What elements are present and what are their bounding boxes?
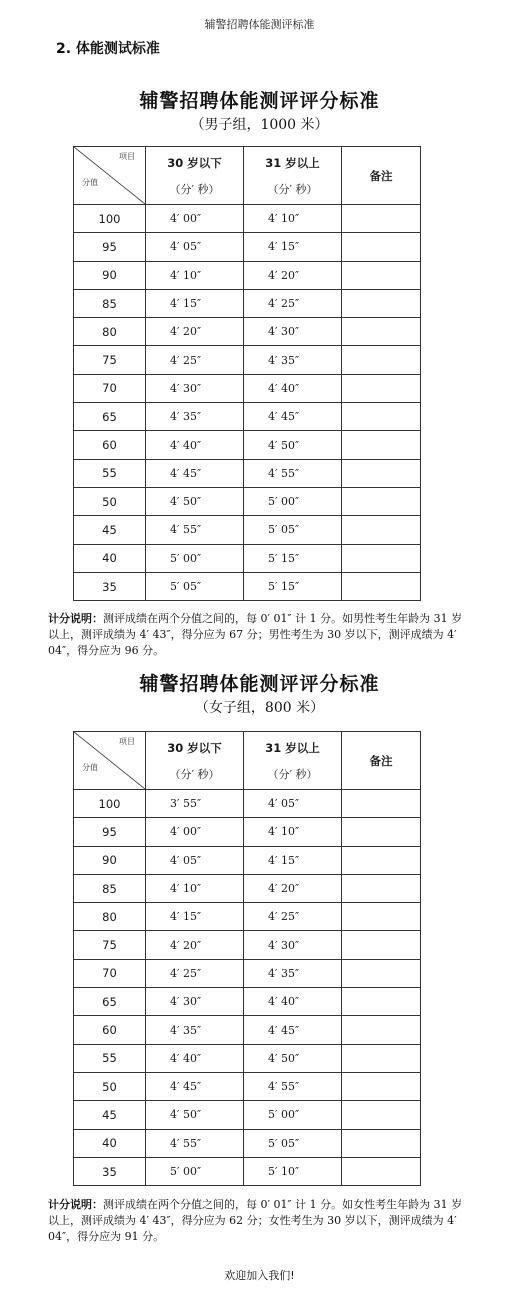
remark-cell xyxy=(342,403,421,431)
score-cell: 65 xyxy=(74,988,146,1016)
remark-cell xyxy=(342,459,421,487)
score-cell: 90 xyxy=(74,846,146,874)
table-row xyxy=(74,874,421,902)
header-under30-unit: （分′ 秒） xyxy=(169,182,220,196)
header-over31-label: 31 岁以上 xyxy=(265,155,320,170)
score-cell: 50 xyxy=(74,487,146,515)
table-row xyxy=(74,1072,421,1100)
remark-cell xyxy=(342,818,421,846)
time-over31-cell: 4′ 25″ xyxy=(244,289,342,317)
remark-cell xyxy=(342,233,421,261)
men-table-subtitle: （男子组，1000 米） xyxy=(190,117,329,133)
remark-cell xyxy=(342,1129,421,1157)
table-row xyxy=(74,988,421,1016)
time-under30-cell: 4′ 45″ xyxy=(146,459,244,487)
header-item-label: 项目 xyxy=(119,737,135,746)
header-score-label: 分值 xyxy=(82,178,98,187)
time-under30-cell: 5′ 05″ xyxy=(146,572,244,600)
time-under30-cell: 4′ 10″ xyxy=(146,874,244,902)
time-under30-cell: 4′ 25″ xyxy=(146,346,244,374)
remark-cell xyxy=(342,516,421,544)
time-over31-cell: 4′ 45″ xyxy=(244,1016,342,1044)
remark-cell xyxy=(342,959,421,987)
remark-cell xyxy=(342,261,421,289)
time-under30-cell: 4′ 40″ xyxy=(146,1044,244,1072)
table-row xyxy=(74,572,421,600)
remark-cell xyxy=(342,431,421,459)
remark-cell xyxy=(342,544,421,572)
table-row xyxy=(74,931,421,959)
table-row xyxy=(74,459,421,487)
remark-cell xyxy=(342,903,421,931)
table-row xyxy=(74,374,421,402)
time-under30-cell: 4′ 40″ xyxy=(146,431,244,459)
time-under30-cell: 4′ 55″ xyxy=(146,1129,244,1157)
men-score-table xyxy=(73,146,421,601)
score-cell: 70 xyxy=(74,959,146,987)
time-over31-cell: 4′ 30″ xyxy=(244,931,342,959)
remark-cell xyxy=(342,318,421,346)
time-over31-cell: 4′ 50″ xyxy=(244,1044,342,1072)
table-row xyxy=(74,1016,421,1044)
women-score-table xyxy=(73,731,421,1186)
score-cell: 55 xyxy=(74,459,146,487)
time-over31-cell: 4′ 25″ xyxy=(244,903,342,931)
time-under30-cell: 5′ 00″ xyxy=(146,544,244,572)
time-over31-cell: 4′ 55″ xyxy=(244,459,342,487)
time-under30-cell: 4′ 30″ xyxy=(146,988,244,1016)
men-note-text: 测评成绩在两个分值之间的，每 0′ 01″ 计 1 分。如男性考生年龄为 31 岁以上，测评成绩为 4′ 43″，得分应为 67 分；男性考生为 30 岁以下，测评成绩为 4′ 04″，得分应为 96 分。 xyxy=(48,612,463,657)
time-under30-cell: 4′ 45″ xyxy=(146,1072,244,1100)
score-cell: 80 xyxy=(74,903,146,931)
remark-cell xyxy=(342,874,421,902)
time-over31-cell: 4′ 05″ xyxy=(244,790,342,818)
header-over31-unit: （分′ 秒） xyxy=(267,767,318,781)
table-row xyxy=(74,959,421,987)
header-over31 xyxy=(244,732,342,790)
time-over31-cell: 4′ 35″ xyxy=(244,346,342,374)
time-over31-cell: 5′ 10″ xyxy=(244,1157,342,1185)
score-cell: 65 xyxy=(74,403,146,431)
time-over31-cell: 4′ 35″ xyxy=(244,959,342,987)
time-over31-cell: 4′ 10″ xyxy=(244,818,342,846)
remark-cell xyxy=(342,931,421,959)
remark-cell xyxy=(342,846,421,874)
time-under30-cell: 3′ 55″ xyxy=(146,790,244,818)
score-cell: 95 xyxy=(74,233,146,261)
time-over31-cell: 4′ 55″ xyxy=(244,1072,342,1100)
diagonal-header-cell xyxy=(74,147,146,205)
header-over31 xyxy=(244,147,342,205)
time-over31-cell: 4′ 15″ xyxy=(244,846,342,874)
table-row xyxy=(74,431,421,459)
women-table-title: 辅警招聘体能测评评分标准 xyxy=(139,673,380,695)
remark-cell xyxy=(342,1101,421,1129)
header-under30-label: 30 岁以下 xyxy=(167,155,222,170)
table-row xyxy=(74,1157,421,1185)
table-row xyxy=(74,1044,421,1072)
score-cell: 70 xyxy=(74,374,146,402)
time-over31-cell: 5′ 00″ xyxy=(244,1101,342,1129)
time-under30-cell: 4′ 30″ xyxy=(146,374,244,402)
time-over31-cell: 4′ 30″ xyxy=(244,318,342,346)
table-row xyxy=(74,1101,421,1129)
table-row xyxy=(74,205,421,233)
remark-cell xyxy=(342,346,421,374)
remark-cell xyxy=(342,790,421,818)
time-under30-cell: 4′ 05″ xyxy=(146,846,244,874)
score-cell: 75 xyxy=(74,931,146,959)
women-note-label: 计分说明： xyxy=(48,1198,103,1211)
score-cell: 35 xyxy=(74,1157,146,1185)
table-row xyxy=(74,790,421,818)
score-cell: 45 xyxy=(74,1101,146,1129)
table-row xyxy=(74,346,421,374)
score-cell: 80 xyxy=(74,318,146,346)
remark-cell xyxy=(342,205,421,233)
table-row xyxy=(74,846,421,874)
score-cell: 35 xyxy=(74,572,146,600)
women-note-text: 测评成绩在两个分值之间的，每 0′ 01″ 计 1 分。如女性考生年龄为 31 岁以上，测评成绩为 4′ 43″，得分应为 62 分；女性考生为 30 岁以下，测评成绩为 4′ 04″，得分应为 91 分。 xyxy=(48,1198,463,1243)
time-over31-cell: 4′ 20″ xyxy=(244,261,342,289)
time-under30-cell: 4′ 00″ xyxy=(146,205,244,233)
table-row xyxy=(74,487,421,515)
header-under30 xyxy=(146,732,244,790)
score-cell: 85 xyxy=(74,289,146,317)
header-remark: 备注 xyxy=(342,732,421,790)
score-cell: 95 xyxy=(74,818,146,846)
men-table-title: 辅警招聘体能测评评分标准 xyxy=(139,90,380,112)
time-over31-cell: 4′ 20″ xyxy=(244,874,342,902)
time-over31-cell: 4′ 50″ xyxy=(244,431,342,459)
time-under30-cell: 4′ 35″ xyxy=(146,403,244,431)
time-under30-cell: 4′ 05″ xyxy=(146,233,244,261)
score-cell: 90 xyxy=(74,261,146,289)
header-over31-unit: （分′ 秒） xyxy=(267,182,318,196)
remark-cell xyxy=(342,374,421,402)
remark-cell xyxy=(342,988,421,1016)
time-over31-cell: 4′ 15″ xyxy=(244,233,342,261)
header-under30 xyxy=(146,147,244,205)
remark-cell xyxy=(342,1072,421,1100)
score-cell: 60 xyxy=(74,1016,146,1044)
time-over31-cell: 4′ 45″ xyxy=(244,403,342,431)
header-item-label: 项目 xyxy=(119,152,135,161)
score-cell: 60 xyxy=(74,431,146,459)
score-cell: 55 xyxy=(74,1044,146,1072)
remark-cell xyxy=(342,1157,421,1185)
table-row xyxy=(74,516,421,544)
time-under30-cell: 4′ 25″ xyxy=(146,959,244,987)
time-under30-cell: 4′ 55″ xyxy=(146,516,244,544)
table-row xyxy=(74,233,421,261)
diagonal-header-cell xyxy=(74,732,146,790)
score-cell: 50 xyxy=(74,1072,146,1100)
score-cell: 75 xyxy=(74,346,146,374)
score-cell: 40 xyxy=(74,1129,146,1157)
time-over31-cell: 5′ 15″ xyxy=(244,544,342,572)
score-cell: 100 xyxy=(74,790,146,818)
page-header: 辅警招聘体能测评标准 xyxy=(204,18,315,31)
table-row xyxy=(74,289,421,317)
table-row xyxy=(74,261,421,289)
time-over31-cell: 5′ 05″ xyxy=(244,1129,342,1157)
time-over31-cell: 4′ 40″ xyxy=(244,988,342,1016)
header-score-label: 分值 xyxy=(82,763,98,772)
time-under30-cell: 4′ 35″ xyxy=(146,1016,244,1044)
time-under30-cell: 4′ 50″ xyxy=(146,487,244,515)
time-under30-cell: 5′ 00″ xyxy=(146,1157,244,1185)
table-row xyxy=(74,544,421,572)
header-over31-label: 31 岁以上 xyxy=(265,740,320,755)
time-under30-cell: 4′ 15″ xyxy=(146,289,244,317)
men-note-label: 计分说明： xyxy=(48,612,103,625)
header-under30-unit: （分′ 秒） xyxy=(169,767,220,781)
remark-cell xyxy=(342,487,421,515)
table-row xyxy=(74,1129,421,1157)
time-under30-cell: 4′ 15″ xyxy=(146,903,244,931)
remark-cell xyxy=(342,1016,421,1044)
remark-cell xyxy=(342,1044,421,1072)
time-under30-cell: 4′ 20″ xyxy=(146,318,244,346)
remark-cell xyxy=(342,289,421,317)
time-over31-cell: 4′ 10″ xyxy=(244,205,342,233)
section-heading: 2. 体能测试标准 xyxy=(56,41,160,57)
table-row xyxy=(74,903,421,931)
time-over31-cell: 5′ 15″ xyxy=(244,572,342,600)
time-under30-cell: 4′ 20″ xyxy=(146,931,244,959)
time-under30-cell: 4′ 50″ xyxy=(146,1101,244,1129)
score-cell: 85 xyxy=(74,874,146,902)
score-cell: 100 xyxy=(74,205,146,233)
time-over31-cell: 5′ 00″ xyxy=(244,487,342,515)
score-cell: 40 xyxy=(74,544,146,572)
footer-text: 欢迎加入我们! xyxy=(224,1269,295,1282)
table-row xyxy=(74,818,421,846)
women-scoring-note xyxy=(48,1197,463,1245)
time-over31-cell: 5′ 05″ xyxy=(244,516,342,544)
table-row xyxy=(74,318,421,346)
time-under30-cell: 4′ 00″ xyxy=(146,818,244,846)
table-row xyxy=(74,403,421,431)
men-scoring-note xyxy=(48,611,463,659)
table-header-row xyxy=(74,732,421,790)
time-over31-cell: 4′ 40″ xyxy=(244,374,342,402)
score-cell: 45 xyxy=(74,516,146,544)
header-remark: 备注 xyxy=(342,147,421,205)
remark-cell xyxy=(342,572,421,600)
header-under30-label: 30 岁以下 xyxy=(167,740,222,755)
table-header-row xyxy=(74,147,421,205)
time-under30-cell: 4′ 10″ xyxy=(146,261,244,289)
women-table-subtitle: （女子组，800 米） xyxy=(194,700,325,716)
